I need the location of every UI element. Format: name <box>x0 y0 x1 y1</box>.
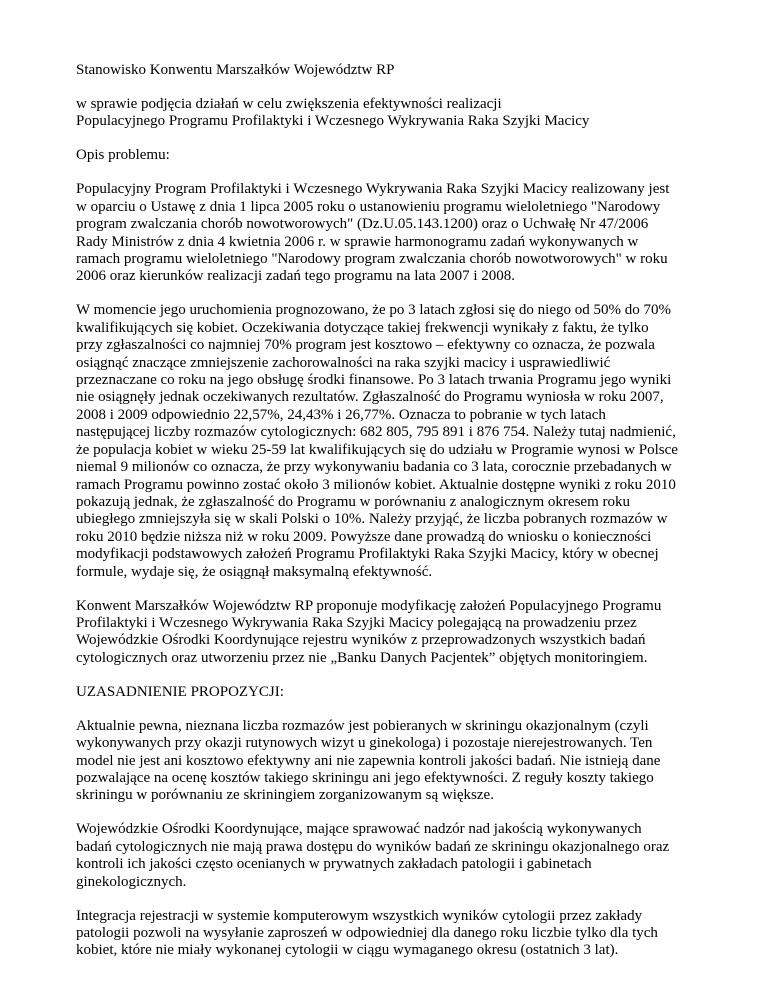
text-line: nie osiągnęły jednak oczekiwanych rezultatów. Zgłaszalność do Programu wyniosła w roku 2007, <box>76 389 664 406</box>
text-line: badań cytologicznych nie mają prawa dostępu do wyników badań ze skriningu okazjonalnego oraz <box>76 838 670 855</box>
text-line: ramach programu wieloletniego "Narodowy program zwalczania chorób nowotworowych" w roku <box>76 251 668 268</box>
text-line: modyfikacji podstawowych założeń Programu Profilaktyki Raka Szyjki Macicy, który w obecnej <box>76 546 659 563</box>
text-line: osiągnąć znaczące zmniejszenie zachorowalności na raka szyjki macicy i usprawiedliwić <box>76 354 611 371</box>
paragraph-opportunistic-screening <box>76 718 716 805</box>
text-line: następującej liczby rozmazów cytologicznych: 682 805, 795 891 i 876 754. Należy tutaj nadmienić, <box>76 424 676 441</box>
text-line: kwalifikujących się kobiet. Oczekiwania dotyczące takiej frekwencji wynikały z faktu, że tylko <box>76 319 649 336</box>
text-line: roku 2010 będzie niższa niż w roku 2009. Powyższe dane prowadzą do wniosku o konieczności <box>76 528 652 545</box>
text-line: Integracja rejestracji w systemie komputerowym wszystkich wyników cytologii przez zakłady <box>76 907 643 924</box>
text-line: 2006 oraz kierunków realizacji zadań tego programu na lata 2007 i 2008. <box>76 268 516 285</box>
text-line: Aktualnie pewna, nieznana liczba rozmazów jest pobieranych w skriningu okazjonalnym (czyli <box>76 717 649 734</box>
text-line: Profilaktyki i Wczesnego Wykrywania Raka Szyjki Macicy polegającą na prowadzeniu przez <box>76 614 637 631</box>
text-line: program zwalczania chorób nowotworowych" (Dz.U.05.143.1200) oraz o Uchwałę Nr 47/2006 <box>76 216 649 233</box>
text-line: wykonywanych przy okazji rutynowych wizyt u ginekologa) i pozostaje nierejestrowanych. Ten <box>76 735 653 752</box>
text-line: 2008 i 2009 odpowiednio 22,57%, 24,43% i 26,77%. Oznacza to pobranie w tych latach <box>76 406 606 423</box>
text-line: Rady Ministrów z dnia 4 kwietnia 2006 r. w sprawie harmonogramu zadań wykonywanych w <box>76 233 639 250</box>
text-line: przy zgłaszalności co najmniej 70% program jest kosztowo – efektywny co oznacza, że pozwala <box>76 337 655 354</box>
text-line: ramach Programu powinno zostać około 3 milionów kobiet. Aktualnie dostępne wyniki z roku 2010 <box>76 476 676 493</box>
text-line: formule, wydaje się, że osiągnął maksymalną efektywność. <box>76 563 433 580</box>
text-line: Konwent Marszałków Województw RP proponuje modyfikację założeń Populacyjnego Programu <box>76 597 662 614</box>
text-line: kontroli ich jakości często ocenianych w prywatnych zakładach patologii i gabinetach <box>76 856 592 873</box>
subject-line: Populacyjnego Programu Profilaktyki i Wczesnego Wykrywania Raka Szyjki Macicy <box>76 113 590 130</box>
document-subject <box>76 96 716 131</box>
text-line: W momencie jego uruchomienia prognozowano, że po 3 latach zgłosi się do niego od 50% do 70% <box>76 302 671 319</box>
text-line: że populacja kobiet w wieku 25-59 lat kwalifikujących się do udziału w Programie wynosi w Polsce <box>76 441 678 458</box>
text-line: niemal 9 milionów co oznacza, że przy wykonywaniu badania co 3 lata, corocznie przebadanych w <box>76 459 672 476</box>
document-page <box>76 62 716 976</box>
text-line: Populacyjny Program Profilaktyki i Wczesnego Wykrywania Raka Szyjki Macicy realizowany jest <box>76 181 670 198</box>
text-line: patologii pozwoli na wysyłanie zaproszeń w odpowiedniej dla danego roku liczbie tylko dla tych <box>76 925 658 941</box>
heading-line: Opis problemu: <box>76 147 170 164</box>
text-line: Wojewódzkie Ośrodki Koordynujące, mające sprawować nadzór nad jakością wykonywanych <box>76 821 642 838</box>
text-line: pokazują jednak, że zgłaszalność do Programu w porównaniu z analogicznym okresem roku <box>76 493 630 510</box>
problem-heading <box>76 147 716 164</box>
text-line: pozwalające na ocenę kosztów takiego skriningu ani jego efektywności. Z reguły koszty takiego <box>76 769 654 786</box>
text-line: Wojewódzkie Ośrodki Koordynujące rejestru wyników z przeprowadzonych wszystkich badań <box>76 632 646 649</box>
text-line: skriningu w porównaniu ze skriningiem zorganizowanym są większe. <box>76 787 494 804</box>
text-line: kobiet, które nie miały wykonanej cytologii w ciągu wymaganego okresu (ostatnich 3 lat). <box>76 942 619 959</box>
paragraph-integration <box>76 908 716 960</box>
paragraph-coordinating-centres <box>76 821 716 891</box>
paragraph-participation <box>76 302 716 581</box>
justification-heading <box>76 684 716 701</box>
paragraph-proposal <box>76 598 716 668</box>
text-line: ginekologicznych. <box>76 873 187 890</box>
text-line: ubiegłego zmniejszyła się w skali Polski o 10%. Należy przyjąć, że liczba pobranych rozmazów w <box>76 511 668 528</box>
heading-line: UZASADNIENIE PROPOZYCJI: <box>76 683 284 700</box>
title-line: Stanowisko Konwentu Marszałków Województw RP <box>76 62 395 78</box>
text-line: cytologicznych oraz utworzeniu przez nie „Banku Danych Pacjentek” objętych monitoringiem. <box>76 649 648 666</box>
text-line: przeznaczane co roku na jego obsługę środki finansowe. Po 3 latach trwania Programu jego wyniki <box>76 372 672 389</box>
subject-line: w sprawie podjęcia działań w celu zwiększenia efektywności realizacji <box>76 96 502 112</box>
document-title <box>76 62 716 79</box>
text-line: w oparciu o Ustawę z dnia 1 lipca 2005 roku o ustanowieniu programu wieloletniego "Narodowy <box>76 198 661 215</box>
text-line: model nie jest ani kosztowo efektywny ani nie zapewnia kontroli jakości badań. Nie istnieją dane <box>76 752 661 769</box>
paragraph-program-basis <box>76 181 716 285</box>
